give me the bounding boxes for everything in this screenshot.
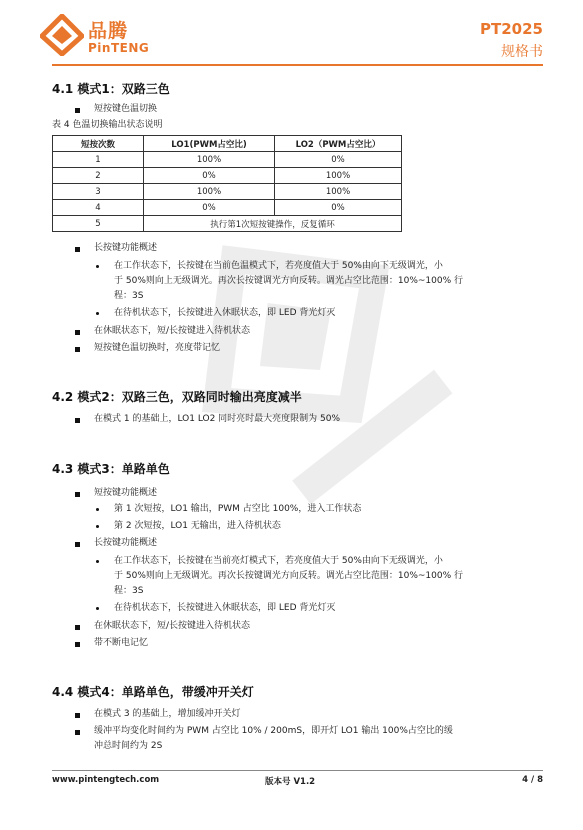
bullet-square [75,108,80,113]
bullet-text: 带不断电记忆 [94,638,149,648]
footer-version: 版本号 V1.2 [265,777,316,787]
table-cell: 2 [53,168,144,184]
bullet-text: 在休眠状态下，短/长按键进入待机状态 [94,326,251,336]
brand-name-cn: 品腾 [88,20,129,42]
color-temp-table [52,135,402,232]
bullet-text: 短按键色温切换时，亮度带记忆 [94,343,221,353]
table-cell: 0% [275,200,402,216]
bullet-dot [96,525,99,528]
header-divider [52,64,543,66]
table-row [53,168,402,184]
bullet-text: 在模式 1 的基础上，LO1 LO2 同时亮时最大亮度限制为 50% [94,414,341,424]
table-header-row [53,136,402,152]
bullet-square [75,492,80,497]
table-cell: 100% [275,184,402,200]
brand-name-en: PinTENG [88,41,150,55]
page-header [0,0,583,72]
section-heading-4-2: 4.2 模式2：双路三色，双路同时输出亮度减半 [52,390,302,404]
bullet-text: 缓冲平均变化时间约为 PWM 占空比 10% / 200mS，即开灯 LO1 输出 100%占空比的缓 [94,726,453,736]
table-header-cell: 短按次数 [53,136,144,152]
bullet-text: 长按键功能概述 [94,538,158,548]
bullet-square [75,713,80,718]
section-heading-4-3: 4.3 模式3：单路单色 [52,462,170,476]
table-cell: 3 [53,184,144,200]
sub-bullet-text: 第 2 次短按，LO1 无输出，进入待机状态 [114,521,281,531]
table-cell: 100% [144,152,275,168]
bullet-square [75,418,80,423]
sub-bullet-text: 于 50%则向上无级调光。再次长按键调光方向反转。调光占空比范围：10%~100% 行 [114,571,464,581]
table-cell: 4 [53,200,144,216]
table-cell: 1 [53,152,144,168]
table-cell: 0% [275,152,402,168]
bullet-text: 在模式 3 的基础上，增加缓冲开关灯 [94,709,241,719]
footer-website: www.pintengtech.com [52,775,160,785]
bullet-text: 短按键功能概述 [94,488,158,498]
table-cell: 100% [144,184,275,200]
bullet-text: 短按键色温切换 [94,104,158,114]
table-caption: 表 4 色温切换输出状态说明 [52,120,163,130]
bullet-square [75,542,80,547]
table-row [53,184,402,200]
pinteng-logo-icon [40,14,84,56]
document-title: 规格书 [501,44,543,60]
bullet-square [75,625,80,630]
sub-bullet-text: 在工作状态下，长按键在当前亮灯模式下，若亮度值大于 50%由向下无级调光，小 [114,556,443,566]
sub-bullet-text: 在待机状态下，长按键进入休眠状态，即 LED 背光灯灭 [114,603,336,613]
table-cell: 执行第1次短按键操作，反复循环 [144,216,402,232]
table-header-cell: LO1(PWM占空比) [144,136,275,152]
footer-divider [52,770,543,771]
table-cell: 100% [275,168,402,184]
bullet-square [75,730,80,735]
sub-bullet-text: 在工作状态下，长按键在当前色温模式下，若亮度值大于 50%由向下无级调光，小 [114,261,443,271]
table-cell: 0% [144,200,275,216]
bullet-square [75,642,80,647]
bullet-text: 在休眠状态下，短/长按键进入待机状态 [94,621,251,631]
sub-bullet-text: 程：3S [114,291,144,301]
sub-bullet-text: 程：3S [114,586,144,596]
table-row [53,200,402,216]
bullet-square [75,347,80,352]
watermark-logo-icon [170,190,470,550]
table-cell: 0% [144,168,275,184]
footer-page-number: 4 / 8 [522,775,543,785]
bullet-text: 长按键功能概述 [94,243,158,253]
table-header-cell: LO2（PWM占空比） [275,136,402,152]
sub-bullet-text: 在待机状态下，长按键进入休眠状态，即 LED 背光灯灭 [114,308,336,318]
bullet-dot [96,607,99,610]
bullet-text: 冲总时间约为 2S [94,741,163,751]
bullet-square [75,330,80,335]
table-row [53,216,402,232]
model-number: PT2025 [480,20,543,38]
section-heading-4-4: 4.4 模式4：单路单色，带缓冲开关灯 [52,685,254,699]
table-row [53,152,402,168]
bullet-square [75,247,80,252]
sub-bullet-text: 于 50%则向上无级调光。再次长按键调光方向反转。调光占空比范围：10%~100% 行 [114,276,464,286]
sub-bullet-text: 第 1 次短按，LO1 输出，PWM 占空比 100%，进入工作状态 [114,504,362,514]
section-heading-4-1: 4.1 模式1：双路三色 [52,82,170,96]
bullet-dot [96,508,99,511]
bullet-dot [96,265,99,268]
bullet-dot [96,312,99,315]
bullet-dot [96,560,99,563]
table-cell: 5 [53,216,144,232]
